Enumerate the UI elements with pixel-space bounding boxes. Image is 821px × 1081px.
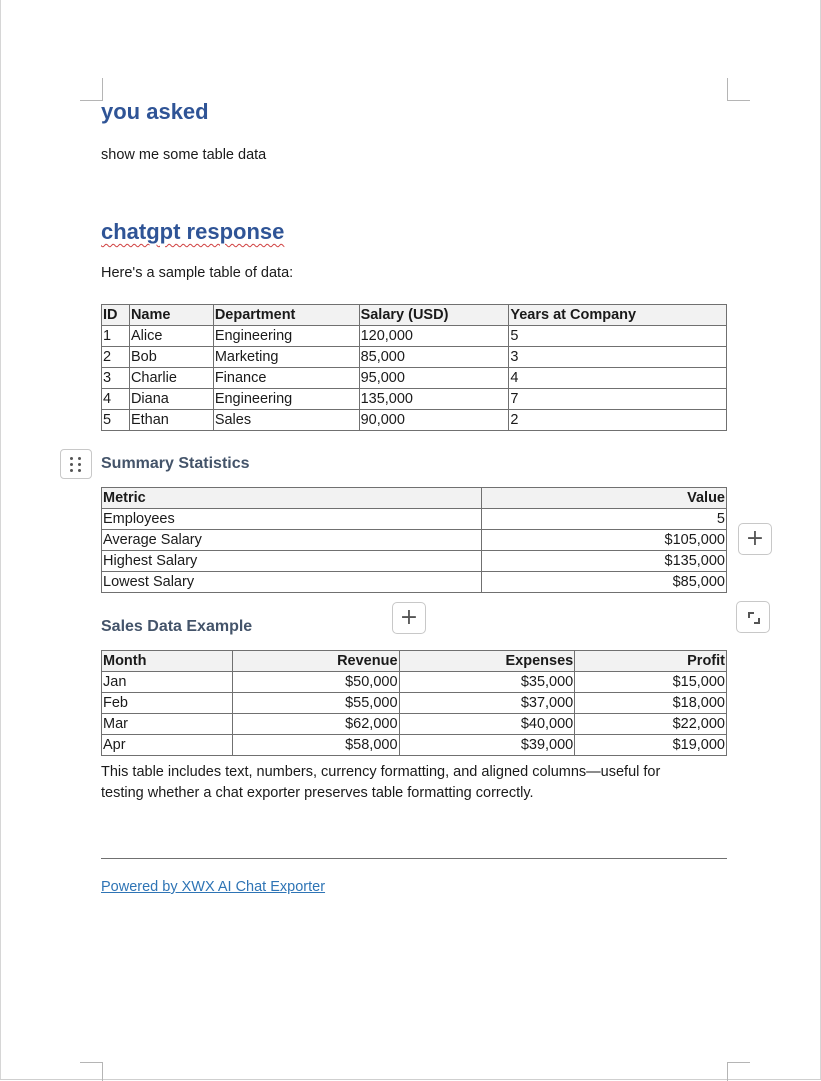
footer-link[interactable]: Powered by XWX AI Chat Exporter [101,879,326,895]
table-row [102,714,727,735]
table-cell: Average Salary [102,530,482,551]
column-header: Revenue [232,651,399,672]
table-row [102,572,727,593]
table-cell: $18,000 [575,693,727,714]
table-cell: Alice [129,326,213,347]
table-row [102,368,727,389]
table-cell: $85,000 [482,572,727,593]
sales-table [101,650,727,756]
table-cell: 2 [102,347,130,368]
table-cell: Lowest Salary [102,572,482,593]
footer-divider [101,858,727,859]
table-cell: Feb [102,693,233,714]
table-row [102,509,727,530]
column-header: Name [129,305,213,326]
table-row [102,530,727,551]
table-cell: $40,000 [399,714,575,735]
margin-corner-bottom-right [727,1062,750,1081]
table-cell: $62,000 [232,714,399,735]
table-cell: Ethan [129,410,213,431]
table-row [102,693,727,714]
table-row [102,347,727,368]
table-cell: 5 [102,410,130,431]
table-cell: $15,000 [575,672,727,693]
table-cell: 95,000 [359,368,509,389]
table-row [102,410,727,431]
table-cell: Mar [102,714,233,735]
add-row-button[interactable]: + [392,602,426,634]
table-cell: $105,000 [482,530,727,551]
table-row [102,672,727,693]
employees-table [101,304,727,431]
user-message: show me some table data [101,147,267,163]
table-cell: 85,000 [359,347,509,368]
closing-line-1: This table includes text, numbers, currency formatting, and aligned columns—useful for [101,764,661,780]
table-cell: $22,000 [575,714,727,735]
table-cell: $58,000 [232,735,399,756]
assistant-intro: Here's a sample table of data: [101,265,294,281]
table-cell: 3 [509,347,727,368]
column-header: Salary (USD) [359,305,509,326]
sales-heading: Sales Data Example [101,618,253,635]
resize-icon[interactable] [736,601,770,633]
table-cell: 5 [509,326,727,347]
column-header: Department [213,305,359,326]
closing-line-2: testing whether a chat exporter preserves table formatting correctly. [101,785,534,801]
table-cell: 120,000 [359,326,509,347]
table-cell: Engineering [213,389,359,410]
table-cell: Sales [213,410,359,431]
table-cell: $50,000 [232,672,399,693]
margin-corner-bottom-left [80,1062,103,1081]
table-header-row [102,305,727,326]
column-header: Profit [575,651,727,672]
add-column-button[interactable]: + [738,523,772,555]
table-cell: $19,000 [575,735,727,756]
drag-handle[interactable] [60,449,92,479]
user-heading: you asked [101,99,209,124]
column-header: Years at Company [509,305,727,326]
table-cell: 1 [102,326,130,347]
table-cell: Bob [129,347,213,368]
table-cell: 2 [509,410,727,431]
drag-handle-icon [70,457,82,472]
table-cell: $135,000 [482,551,727,572]
table-row [102,551,727,572]
assistant-heading [101,219,284,245]
table-cell: 90,000 [359,410,509,431]
page-edge-left [0,0,1,1080]
table-cell: Engineering [213,326,359,347]
table-cell: 7 [509,389,727,410]
table-cell: 4 [509,368,727,389]
margin-corner-top-right [727,78,750,101]
column-header: Metric [102,488,482,509]
column-header: Month [102,651,233,672]
table-cell: Diana [129,389,213,410]
table-row [102,735,727,756]
summary-heading: Summary Statistics [101,455,250,472]
table-cell: Employees [102,509,482,530]
table-cell: Jan [102,672,233,693]
table-header-row [102,651,727,672]
table-cell: $37,000 [399,693,575,714]
table-cell: Highest Salary [102,551,482,572]
table-row [102,389,727,410]
table-cell: 135,000 [359,389,509,410]
table-cell: Marketing [213,347,359,368]
summary-table [101,487,727,593]
table-cell: 5 [482,509,727,530]
table-cell: $39,000 [399,735,575,756]
column-header: Value [482,488,727,509]
table-cell: 3 [102,368,130,389]
table-row [102,326,727,347]
column-header: ID [102,305,130,326]
table-header-row [102,488,727,509]
table-cell: Finance [213,368,359,389]
table-cell: Apr [102,735,233,756]
table-cell: Charlie [129,368,213,389]
table-cell: $55,000 [232,693,399,714]
table-cell: $35,000 [399,672,575,693]
assistant-heading-text: chatgpt response [101,219,285,244]
table-cell: 4 [102,389,130,410]
margin-corner-top-left [80,78,103,101]
column-header: Expenses [399,651,575,672]
